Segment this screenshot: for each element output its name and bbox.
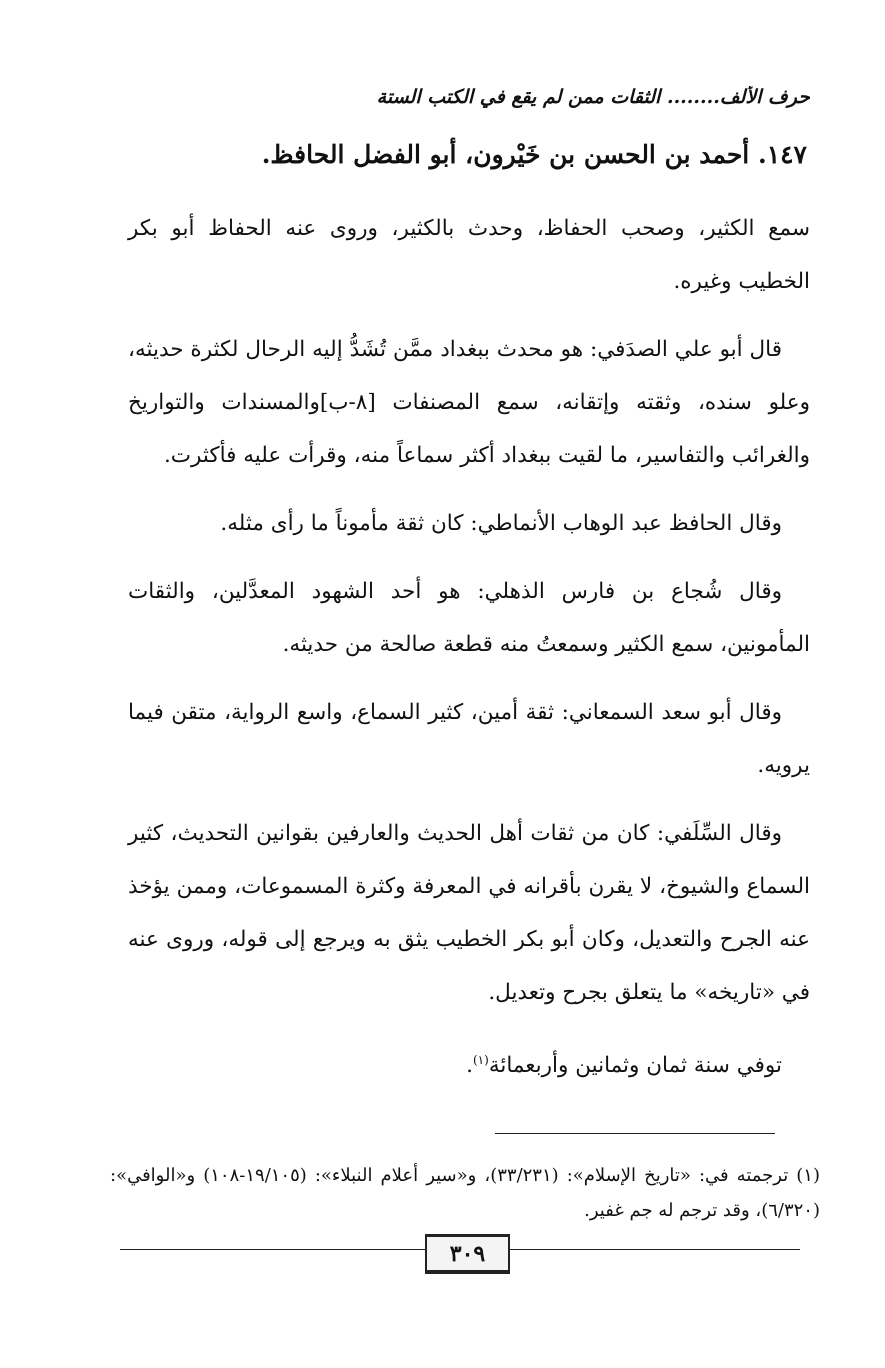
death-note [128,1034,810,1092]
footnote: (١) ترجمته في: «تاريخ الإسلام»: (٣٣/٢٣١)، و«سير أعلام النبلاء»: (١٩/١٠٥-١٠٨) و«الوافي»: (٦/٣٢٠)، وقد ترجم له جم غفير. [110,1165,820,1221]
header-dots: ........ [666,86,720,108]
paragraph: وقال الحافظ عبد الوهاب الأنماطي: كان ثقة مأموناً ما رأى مثله. [220,511,782,536]
book-section-title: الثقات ممن لم يقع في الكتب الستة [376,86,661,108]
paragraph: وقال أبو سعد السمعاني: ثقة أمين، كثير السماع، واسع الرواية، متقن فيما يرويه. [128,700,810,778]
entry-title: أحمد بن الحسن بن خَيْرون، أبو الفضل الحافظ. [261,140,750,169]
entry-body [128,202,810,1107]
paragraph: وقال شُجاع بن فارس الذهلي: هو أحد الشهود المعدَّلين، والثقات المأمونين، سمع الكثير وسمعتُ منه قطعة صالحة من حديثه. [128,579,810,657]
chapter-title: حرف الألف [719,86,810,108]
entry-heading [167,140,807,169]
page-number: ٣٠٩ [425,1234,510,1274]
paragraph: سمع الكثير، وصحب الحفاظ، وحدث بالكثير، وروى عنه الحفاظ أبو بكر الخطيب وغيره. [128,216,810,294]
running-head [155,86,810,116]
footnote-marker: (١) [472,1053,489,1067]
death-note-text: توفي سنة ثمان وثمانين وأربعمائة [488,1053,782,1079]
page-rule-left [120,1249,425,1250]
entry-number: ١٤٧. [757,140,807,169]
paragraph: قال أبو علي الصدَفي: هو محدث ببغداد ممَّن تُشَدُّ إليه الرحال لكثرة حديثه، وعلو سنده، وثقته وإتقانه، سمع المصنفات [٨-ب]والمسندات والتواريخ والغرائب والتفاسير، ما لقيت ببغداد أكثر سماعاً منه، وقرأت عليه فأكثرت. [128,337,811,468]
page-rule-right [510,1249,800,1250]
paragraph: وقال السِّلَفي: كان من ثقات أهل الحديث والعارفين بقوانين التحديث، كثير السماع والشيوخ، لا يقرن بأقرانه في المعرفة وكثرة المسموعات، وممن يؤخذ عنه الجرح والتعديل، وكان أبو بكر الخطيب يثق به ويرجع إلى قوله، وروى عنه في «تاريخه» ما يتعلق بجرح وتعديل. [128,821,810,1005]
footnote-divider [495,1133,775,1134]
death-note-end: . [466,1053,473,1079]
